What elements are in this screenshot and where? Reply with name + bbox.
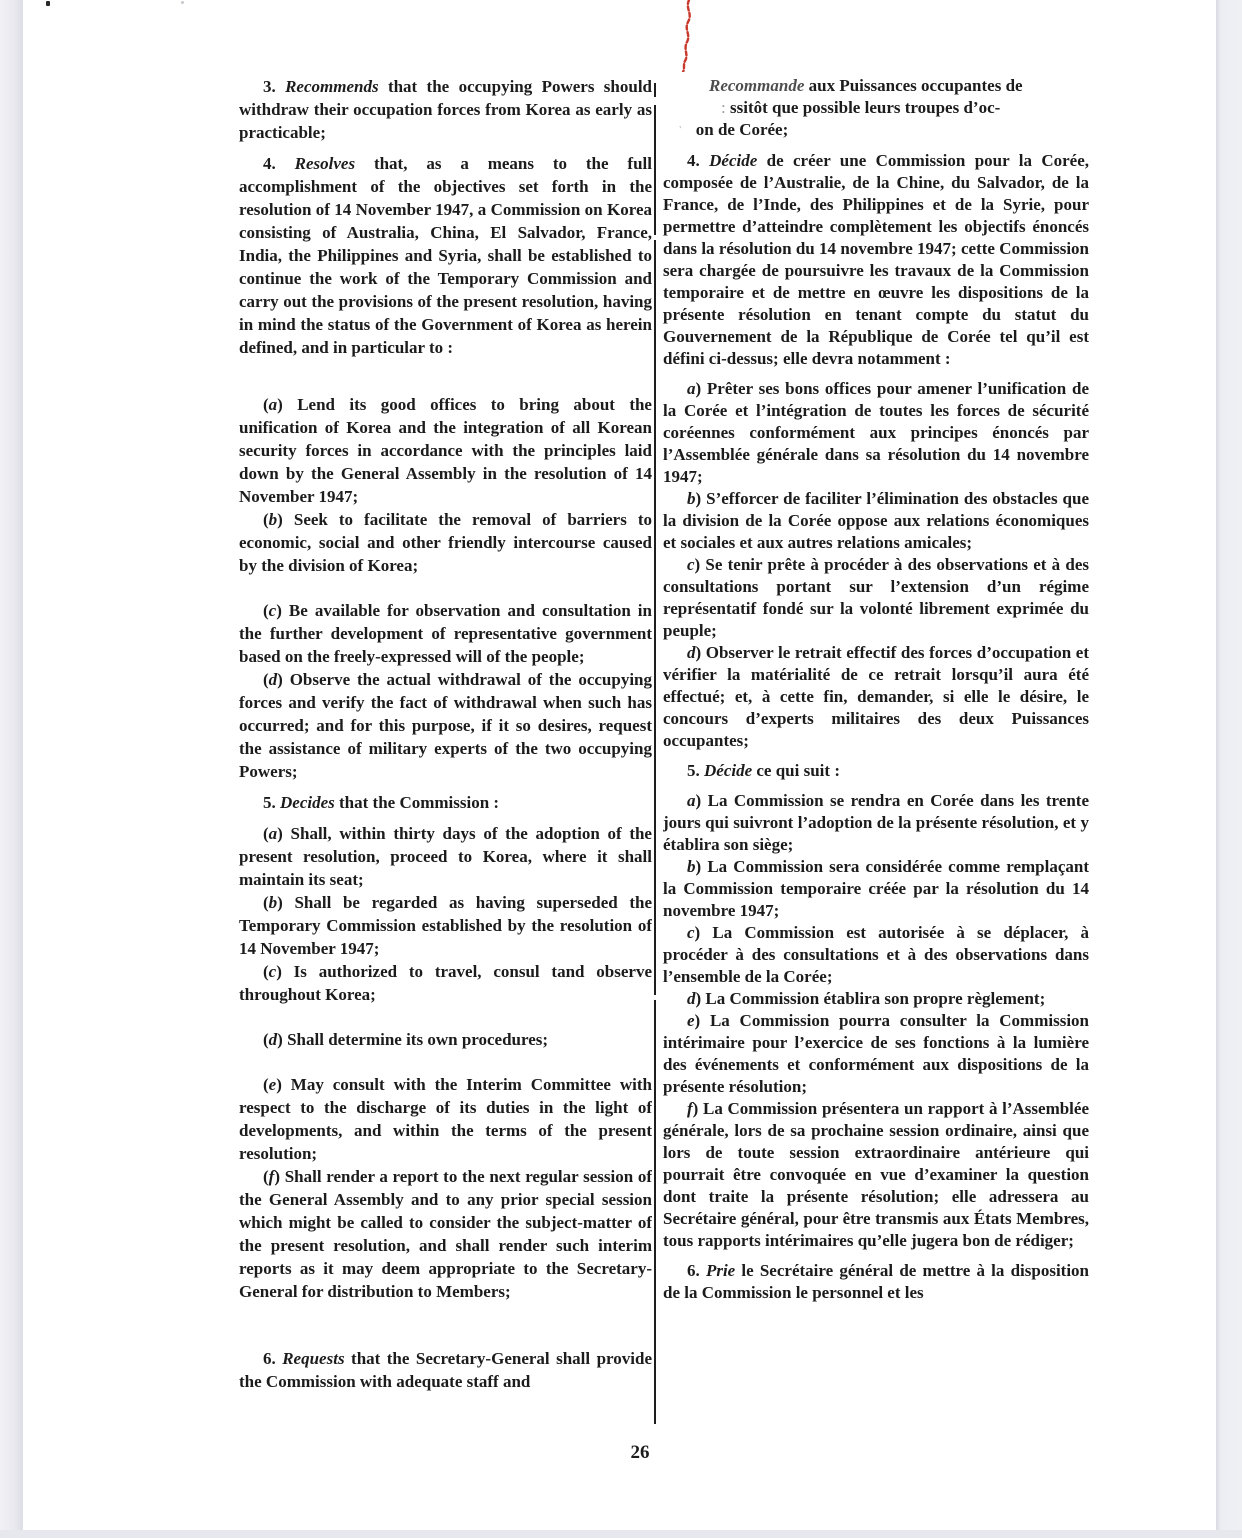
item-4b-en: (b) Seek to facilitate the removal of barriers to economic, social and other friendly intercourse caused by the division of Korea; <box>239 510 652 575</box>
red-pen-mark <box>671 0 701 72</box>
column-divider-rule <box>654 83 656 1424</box>
item-5d-fr: d) La Commission établira son propre règlement; <box>687 989 1046 1008</box>
english-column <box>239 75 652 1440</box>
scan-edge-bottom <box>0 1530 1242 1538</box>
item-4a-en: (a) Lend its good offices to bring about the unification of Korea and the integration of all Korean security forces in accordance with the principles laid down by the General Assembly in the resolution of 14 November 1947; <box>239 395 652 506</box>
item-4c-en: (c) Be available for observation and consultation in the further development of representative government based on the freely-expressed will of the people; <box>239 601 652 666</box>
scan-speck <box>46 1 50 6</box>
item-5a-en: (a) Shall, within thirty days of the adoption of the present resolution, proceed to Korea, where it shall maintain its seat; <box>239 824 652 889</box>
item-5d-en: (d) Shall determine its own procedures; <box>263 1030 549 1049</box>
item-5a-fr: a) La Commission se rendra en Corée dans les trente jours qui suivront l’adoption de la présente résolution, et y établira son siège; <box>663 791 1089 854</box>
french-column <box>663 75 1089 1440</box>
scan-edge-left <box>0 0 23 1538</box>
item-5e-en: (e) May consult with the Interim Committee with respect to the discharge of its duties in the light of developments, and within the terms of the present resolution; <box>239 1075 652 1163</box>
text-line: Recommande aux Puissances occupantes de <box>709 76 1023 95</box>
text-line: : ssitôt que possible leurs troupes d’oc- <box>663 97 1089 119</box>
item-5f-en: (f) Shall render a report to the next regular session of the General Assembly and to any prior special session which might be called to consider the subject-matter of the present resolution, and shall render such interim reports as it may deem appropriate to the Secretary-General for distribution to Members; <box>239 1167 652 1301</box>
para-4-en: 4. Resolves that, as a means to the full accomplishment of the objectives set forth in the resolution of 14 November 1947, a Commission on Korea consisting of Australia, China, El Salvador, France, India, the Philippines and Syria, shall be established to continue the work of the Temporary Commission and carry out the provisions of the present resolution, having in mind the status of the Government of Korea as herein defined, and in particular to : <box>239 154 652 357</box>
item-4b-fr: b) S’efforcer de faciliter l’élimination des obstacles que la division de la Corée oppose aux relations économiques et sociales et aux autres relations amicales; <box>663 489 1089 552</box>
text-line: ‵ on de Corée; <box>663 119 1089 142</box>
para-5-fr: 5. Décide ce qui suit : <box>687 761 840 780</box>
item-5e-fr: e) La Commission pourra consulter la Commission intérimaire pour l’exercice de ses fonctions à la lumière des événements et conformément aux dispositions de la présente résolution; <box>663 1011 1089 1096</box>
item-5b-en: (b) Shall be regarded as having superseded the Temporary Commission established by the resolution of 14 November 1947; <box>239 893 652 958</box>
para-3-fr <box>663 75 1089 142</box>
para-5-en: 5. Decides that the Commission : <box>263 793 500 812</box>
para-6-fr: 6. Prie le Secrétaire général de mettre à la disposition de la Commission le personnel et les <box>663 1261 1089 1302</box>
item-5c-fr: c) La Commission est autorisée à se déplacer, à procéder à des consultations et à des observations dans l’ensemble de la Corée; <box>663 923 1089 986</box>
scan-edge-right <box>1216 0 1242 1538</box>
item-5c-en: (c) Is authorized to travel, consul tand observe throughout Korea; <box>239 962 652 1004</box>
item-4d-en: (d) Observe the actual withdrawal of the occupying forces and verify the fact of withdrawal when such has occurred; and for this purpose, if it so desires, request the assistance of military experts of the two occupying Powers; <box>239 670 652 781</box>
page-number: 26 <box>630 1442 650 1463</box>
item-5b-fr: b) La Commission sera considérée comme remplaçant la Commission temporaire créée par la résolution du 14 novembre 1947; <box>663 857 1089 920</box>
para-3-en: 3. Recommends that the occupying Powers should withdraw their occupation forces from Korea as early as practicable; <box>239 77 652 142</box>
item-4d-fr: d) Observer le retrait effectif des forces d’occupation et vérifier la matérialité de ce retrait lorsqu’il aura été effectué; et, à cette fin, demander, si elle le désire, le concours d’experts militaires des deux Puissances occupantes; <box>663 643 1089 750</box>
scan-speck <box>181 1 184 4</box>
para-4-fr: 4. Décide de créer une Commission pour la Corée, composée de l’Australie, de la Chine, du Salvador, de la France, de l’Inde, des Philippines et de la Syrie, pour permettre d’atteindre complètement les objectifs énoncés dans la résolution du 14 novembre 1947; cette Commission sera chargée de poursuivre les travaux de la Commission temporaire et de mettre en œuvre les dispositions de la présente résolution en tenant compte du statut du Gouvernement de la République de Corée tel qu’il est défini ci-dessus; elle devra notamment : <box>663 151 1089 368</box>
item-5f-fr: f) La Commission présentera un rapport à l’Assemblée générale, lors de sa prochaine session ordinaire, ainsi que lors de toute session extraordinaire antérieure qui pourrait être convoquée en vue d’examiner la question dont traite la présente résolution; elle adressera au Secrétaire général, pour être transmis aux États Membres, tous rapports intérimaires qu’elle jugera bon de rédiger; <box>663 1099 1089 1250</box>
item-4c-fr: c) Se tenir prête à procéder à des observations et à des consultations portant sur l’extension d’un régime représentatif fondé sur la volonté librement exprimée du peuple; <box>663 555 1089 640</box>
item-4a-fr: a) Prêter ses bons offices pour amener l’unification de la Corée et l’intégration de toutes les forces de sécurité coréennes conformément aux principes énoncés par l’Assemblée générale dans sa résolution du 14 novembre 1947; <box>663 379 1089 486</box>
para-6-en: 6. Requests that the Secretary-General shall provide the Commission with adequate staff and <box>239 1349 652 1391</box>
